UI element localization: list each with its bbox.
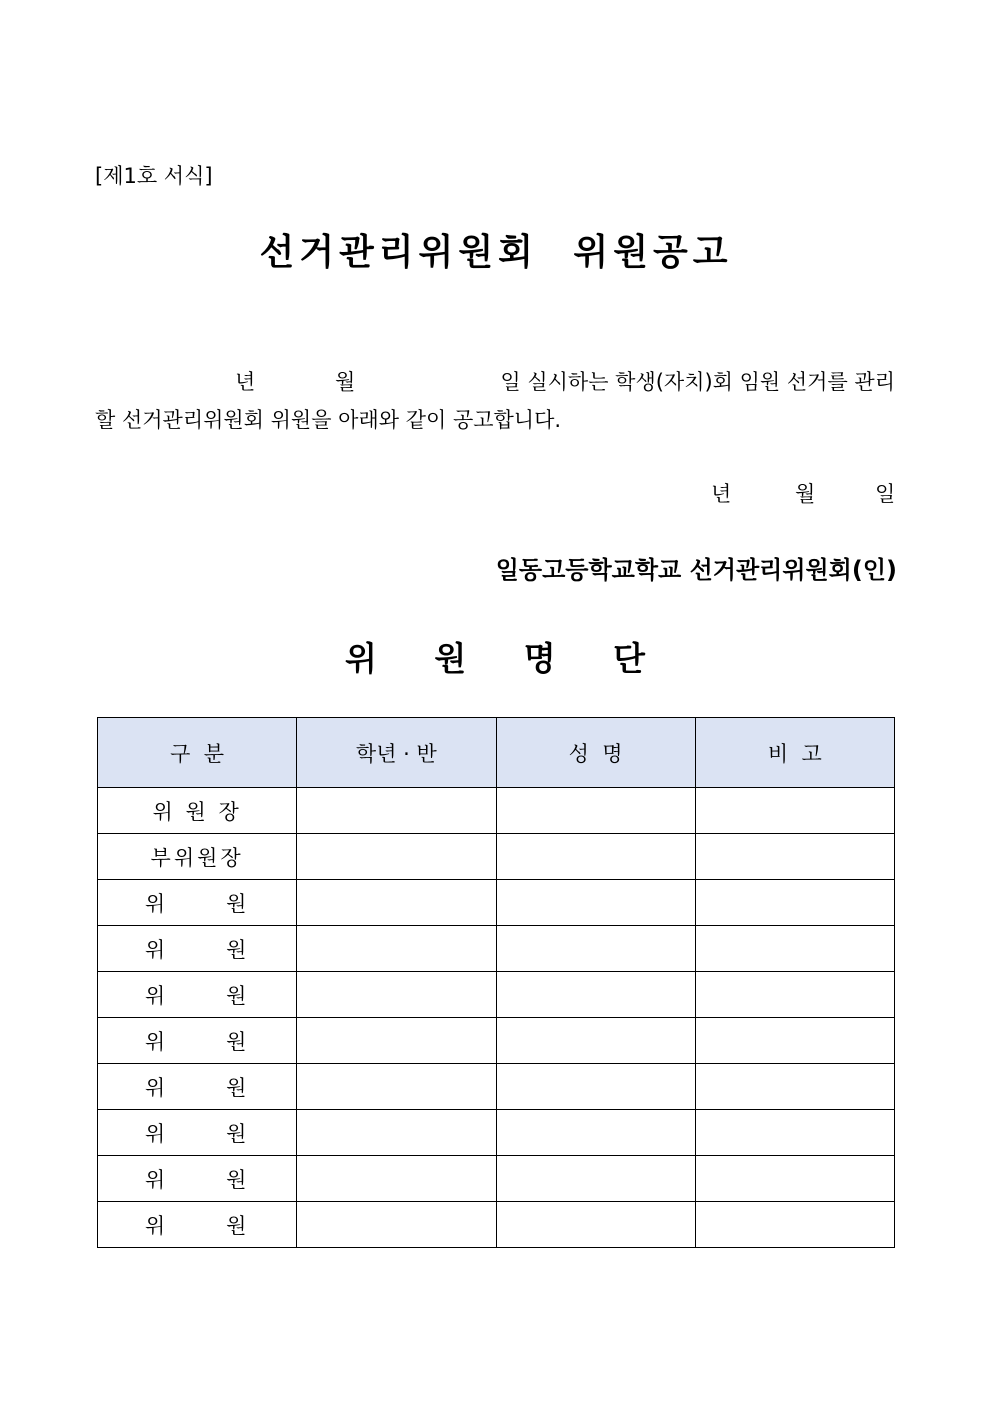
name-cell[interactable]	[496, 926, 695, 972]
role-cell: 위 원 장	[98, 788, 297, 834]
grade-class-cell[interactable]	[297, 1018, 496, 1064]
name-cell[interactable]	[496, 1156, 695, 1202]
grade-class-cell[interactable]	[297, 834, 496, 880]
grade-class-cell[interactable]	[297, 972, 496, 1018]
name-cell[interactable]	[496, 1110, 695, 1156]
header-category: 구 분	[98, 718, 297, 788]
name-cell[interactable]	[496, 1202, 695, 1248]
role-cell: 위 원	[98, 880, 297, 926]
name-cell[interactable]	[496, 1064, 695, 1110]
table-row	[98, 1064, 895, 1110]
date-month: 월	[795, 482, 816, 506]
notice-year-unit: 년	[235, 370, 256, 394]
name-cell[interactable]	[496, 788, 695, 834]
remarks-cell[interactable]	[695, 880, 894, 926]
table-row	[98, 972, 895, 1018]
remarks-cell[interactable]	[695, 1110, 894, 1156]
remarks-cell[interactable]	[695, 1064, 894, 1110]
name-cell[interactable]	[496, 972, 695, 1018]
remarks-cell[interactable]	[695, 1018, 894, 1064]
name-cell[interactable]	[496, 1018, 695, 1064]
table-row	[98, 880, 895, 926]
table-row	[98, 834, 895, 880]
roster-table	[97, 717, 895, 1248]
grade-class-cell[interactable]	[297, 1110, 496, 1156]
document-title: 선거관리위원회 위원공고	[259, 232, 733, 273]
role-cell: 위 원	[98, 1202, 297, 1248]
remarks-cell[interactable]	[695, 788, 894, 834]
table-header-row	[98, 718, 895, 788]
role-cell: 위 원	[98, 926, 297, 972]
notice-month-unit: 월	[335, 370, 356, 394]
role-cell: 위 원	[98, 1064, 297, 1110]
table-row	[98, 926, 895, 972]
table-row	[98, 1018, 895, 1064]
grade-class-cell[interactable]	[297, 926, 496, 972]
grade-class-cell[interactable]	[297, 1202, 496, 1248]
table-row	[98, 788, 895, 834]
grade-class-cell[interactable]	[297, 1156, 496, 1202]
table-row	[98, 1110, 895, 1156]
header-name: 성 명	[496, 718, 695, 788]
remarks-cell[interactable]	[695, 834, 894, 880]
date-day: 일	[875, 482, 896, 506]
date-year: 년	[711, 482, 732, 506]
remarks-cell[interactable]	[695, 972, 894, 1018]
remarks-cell[interactable]	[695, 926, 894, 972]
remarks-cell[interactable]	[695, 1156, 894, 1202]
grade-class-cell[interactable]	[297, 788, 496, 834]
remarks-cell[interactable]	[695, 1202, 894, 1248]
notice-line-2: 할 선거관리위원회 위원을 아래와 같이 공고합니다.	[95, 408, 562, 432]
header-grade-class: 학년 · 반	[297, 718, 496, 788]
notice-line-1-text: 일 실시하는 학생(자치)회 임원 선거를 관리	[500, 370, 895, 394]
header-remarks: 비 고	[695, 718, 894, 788]
role-cell: 위 원	[98, 1110, 297, 1156]
table-row	[98, 1156, 895, 1202]
name-cell[interactable]	[496, 834, 695, 880]
role-cell: 부위원장	[98, 834, 297, 880]
committee-signature: 일동고등학교학교 선거관리위원회(인)	[495, 556, 897, 584]
role-cell: 위 원	[98, 1018, 297, 1064]
grade-class-cell[interactable]	[297, 880, 496, 926]
form-label: [제1호 서식]	[95, 164, 213, 188]
grade-class-cell[interactable]	[297, 1064, 496, 1110]
roster-title: 위 원 명 단	[345, 639, 647, 678]
role-cell: 위 원	[98, 1156, 297, 1202]
role-cell: 위 원	[98, 972, 297, 1018]
name-cell[interactable]	[496, 880, 695, 926]
table-row	[98, 1202, 895, 1248]
